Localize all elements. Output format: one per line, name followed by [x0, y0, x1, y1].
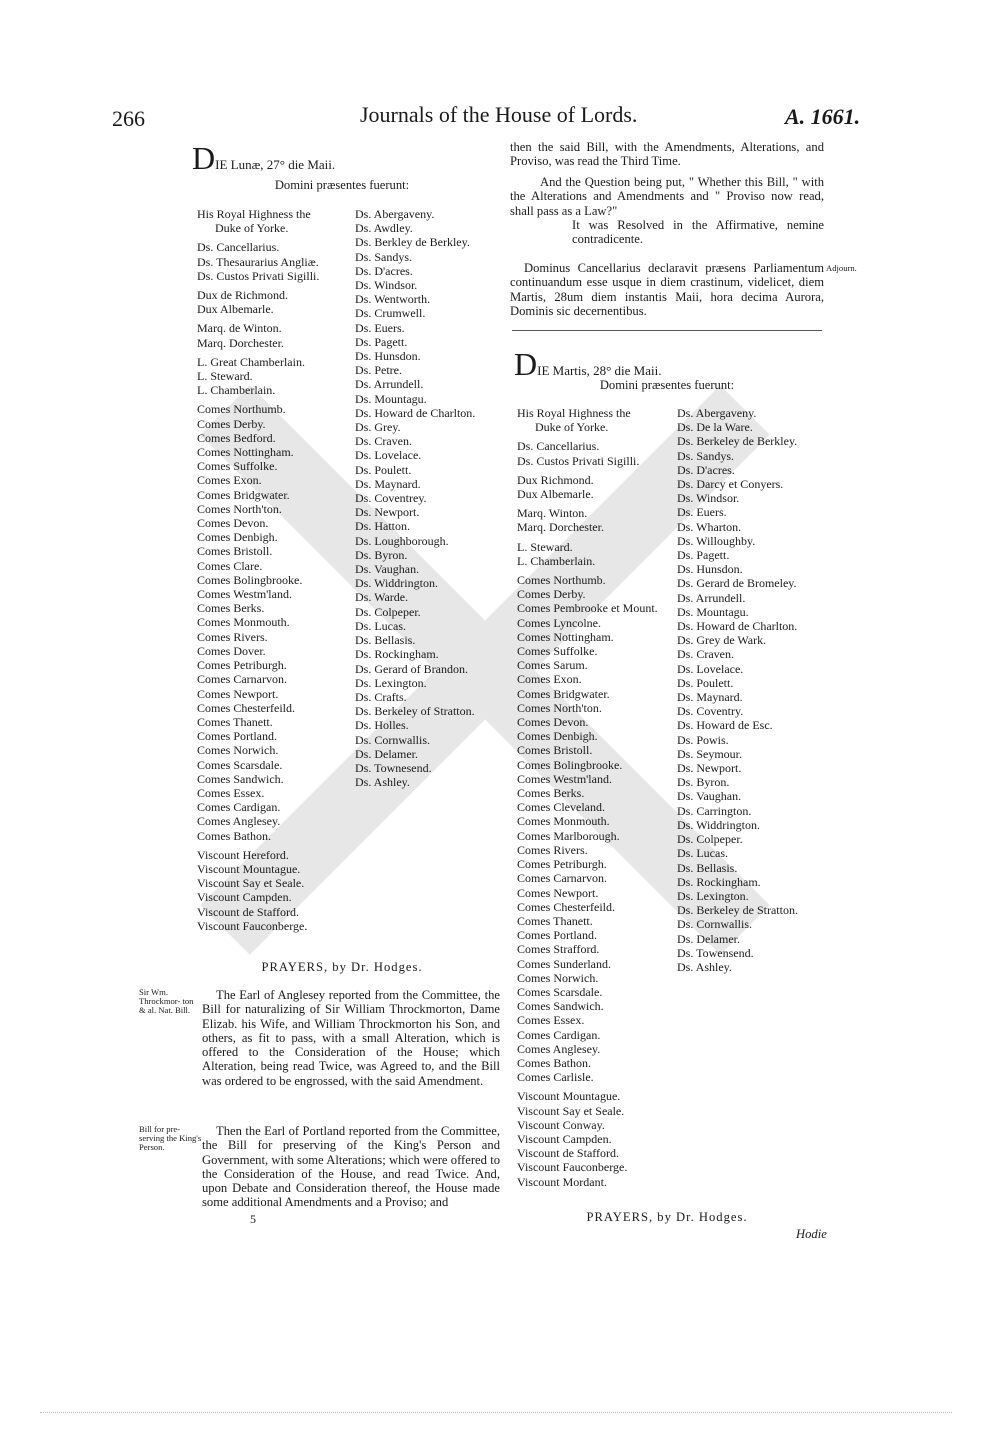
attendee-name: Ds. Rockingham. [677, 874, 761, 889]
attendee-name: Ds. Awdley. [355, 221, 413, 236]
attendee-name: Ds. Berkeley de Berkley. [677, 434, 798, 449]
attendee-name: Ds. Euers. [355, 320, 405, 335]
attendee-name: Ds. Wentworth. [355, 292, 431, 307]
paragraph-resolved: It was Resolved in the Affirmative, nemine contradicente. [572, 218, 824, 247]
attendee-name: Dux Albemarle. [517, 487, 594, 502]
left-day-heading [192, 140, 336, 176]
attendee-name: Comes Exon. [517, 672, 582, 687]
attendee-name: Ds. D'acres. [355, 263, 413, 278]
attendee-name: Comes Berks. [517, 786, 585, 801]
attendee-name: Ds. Abergaveny. [355, 207, 435, 221]
attendee-name: Ds. Ashley. [355, 775, 410, 790]
attendee-name: Comes Essex. [517, 1013, 585, 1028]
attendee-name: Comes Anglesey. [197, 814, 281, 829]
attendee-name: L. Steward. [517, 539, 573, 554]
attendee-name: Ds. Maynard. [677, 690, 743, 705]
paragraph-question: And the Question being put, " Whether this Bill, " with the Alterations and Amendments and " Proviso now read, shall pass as a Law?" [510, 175, 824, 218]
attendee-name: Ds. Gerard of Brandon. [355, 661, 468, 676]
attendee-name: Viscount Fauconberge. [197, 918, 308, 933]
attendee-name: Comes Newport. [517, 885, 599, 900]
attendee-name: Ds. Poulett. [355, 462, 412, 477]
attendee-name: Duke of Yorke. [517, 420, 609, 435]
attendee-name: Comes Monmouth. [517, 814, 610, 829]
attendee-name: Ds. Colpeper. [355, 604, 421, 619]
attendee-name: Ds. Pagett. [677, 548, 730, 563]
attendee-name: Comes Dover. [197, 643, 266, 658]
day-date: IE Martis, 28° die Maii. [537, 363, 662, 378]
catchword: Hodie [796, 1227, 827, 1241]
attendee-name: Comes Bristoll. [517, 743, 593, 758]
attendee-name: Ds. Byron. [677, 775, 730, 790]
prayers-left: PRAYERS, by Dr. Hodges. [261, 960, 423, 974]
attendee-name: Comes Suffolke. [517, 644, 598, 659]
attendee-name: Comes Cardigan. [197, 800, 281, 815]
attendee-name: Comes Bolingbrooke. [197, 572, 303, 587]
attendee-name: Ds. Ashley. [677, 959, 732, 974]
attendee-name: Ds. Byron. [355, 547, 408, 562]
attendee-name: Comes Derby. [517, 587, 586, 602]
attendee-name: Comes Northumb. [517, 573, 606, 588]
attendee-name: Comes Lyncolne. [517, 615, 601, 630]
attendee-name: Dux Richmond. [517, 472, 594, 487]
attendee-name: Ds. Darcy et Conyers. [677, 477, 784, 492]
attendee-name: Comes North'ton. [517, 700, 602, 715]
attendee-name: Ds. Widdrington. [677, 817, 760, 832]
attendee-name: Comes Denbigh. [197, 530, 278, 545]
attendee-name: Comes Bridgwater. [517, 686, 610, 701]
attendee-name: Comes Bedford. [197, 430, 276, 445]
attendee-name: Ds. Arrundell. [677, 590, 746, 605]
attendee-name: Ds. De la Ware. [677, 420, 753, 435]
attendee-name: Ds. Berkley de Berkley. [355, 235, 470, 250]
attendee-name: Ds. Hatton. [355, 519, 410, 534]
attendee-name: Ds. Windsor. [355, 278, 418, 293]
attendee-name: Comes Bridgwater. [197, 487, 290, 502]
attendee-name: Marq. Dorchester. [197, 335, 284, 350]
attendee-name: Comes Derby. [197, 416, 266, 431]
present-heading: Domini præsentes fuerunt: [274, 178, 410, 192]
attendee-name: Comes Newport. [197, 686, 279, 701]
divider-rule [512, 330, 822, 331]
attendee-name: Ds. Lexington. [355, 675, 427, 690]
attendee-name: Comes Carlisle. [517, 1070, 594, 1085]
attendee-name: Comes Norwich. [197, 743, 279, 758]
attendee-name: Comes Devon. [197, 516, 269, 531]
dropcap: D [514, 346, 538, 382]
attendee-name: Ds. Rockingham. [355, 647, 439, 662]
attendee-name: Ds. Wharton. [677, 519, 742, 534]
attendee-name: Ds. Colpeper. [677, 832, 743, 847]
attendee-name: Comes Sandwich. [197, 771, 284, 786]
right-attendance-list-b [677, 406, 837, 974]
attendee-name: Ds. Arrundell. [355, 377, 424, 392]
attendee-name: Ds. Grey. [355, 420, 401, 435]
attendee-name: Ds. Sandys. [677, 448, 735, 463]
attendee-name: Ds. Howard de Charlton. [355, 405, 476, 420]
margin-note-nat-bill: Sir Wm. Throckmor- ton & al. Nat. Bill. [139, 987, 194, 1015]
attendee-name: Ds. Poulett. [677, 675, 734, 690]
attendee-name: Dux de Richmond. [197, 288, 288, 303]
attendee-name: Comes Essex. [197, 785, 265, 800]
signature-mark: 5 [250, 1212, 256, 1226]
attendee-name: Ds. D'acres. [677, 462, 735, 477]
attendee-name: Comes Monmouth. [197, 615, 290, 630]
attendee-name: Ds. Cancellarius. [197, 240, 280, 255]
attendee-name: Ds. Newport. [355, 505, 420, 520]
attendee-name: Ds. Berkeley of Stratton. [355, 704, 475, 719]
prayers-right: PRAYERS, by Dr. Hodges. [586, 1210, 748, 1224]
attendee-name: Comes Petriburgh. [197, 658, 287, 673]
attendee-name: Ds. Custos Privati Sigilli. [517, 453, 640, 468]
right-attendance-list-a [517, 406, 677, 1189]
attendee-name: Comes Marlborough. [517, 828, 620, 843]
attendee-name: Comes Cleveland. [517, 800, 605, 815]
attendee-name: Comes Exon. [197, 473, 262, 488]
dropcap: D [192, 140, 216, 176]
attendee-name: Comes Berks. [197, 601, 265, 616]
attendee-name: Ds. Hunsdon. [677, 562, 743, 577]
attendee-name: Comes Devon. [517, 715, 589, 730]
attendee-name: Comes Thanett. [197, 714, 273, 729]
page-title: Journals of the House of Lords. [360, 102, 638, 127]
attendee-name: Ds. Lucas. [355, 618, 406, 633]
attendee-name: Viscount Mordant. [517, 1174, 607, 1189]
attendee-name: Ds. Holles. [355, 718, 409, 733]
attendee-name: Ds. Bellasis. [677, 860, 738, 875]
attendee-name: Ds. Towensend. [677, 945, 754, 960]
attendee-name: Ds. Custos Privati Sigilli. [197, 268, 320, 283]
attendee-name: Comes Thanett. [517, 913, 593, 928]
attendee-name: Comes Sandwich. [517, 999, 604, 1014]
attendee-name: Viscount Campden. [517, 1131, 612, 1146]
attendee-name: Duke of Yorke. [197, 221, 289, 236]
attendee-name: Comes Suffolke. [197, 459, 278, 474]
attendee-name: Ds. Warde. [355, 590, 409, 605]
attendee-name: Comes Northumb. [197, 402, 286, 417]
attendee-name: Comes Portland. [517, 928, 597, 943]
attendee-name: Ds. Thesaurarius Angliæ. [197, 254, 319, 269]
attendee-name: Ds. Mountagu. [355, 391, 427, 406]
attendee-name: Comes Sunderland. [517, 956, 611, 971]
left-attendance-list-b [355, 207, 500, 789]
attendee-name: Comes Chesterfeild. [197, 700, 295, 715]
attendee-name: Ds. Cornwallis. [677, 917, 752, 932]
attendee-name: Comes Portland. [197, 729, 277, 744]
attendee-name: Ds. Berkeley de Stratton. [677, 903, 798, 918]
attendee-name: Ds. Howard de Esc. [677, 718, 773, 733]
attendee-name: Ds. Craven. [677, 647, 734, 662]
attendee-name: Viscount Fauconberge. [517, 1160, 628, 1175]
attendee-name: Ds. Vaughan. [355, 562, 420, 577]
attendee-name: Comes North'ton. [197, 501, 282, 516]
attendee-name: Ds. Hunsdon. [355, 349, 421, 364]
attendee-name: Marq. de Winton. [197, 321, 282, 336]
attendee-name: Viscount Campden. [197, 890, 292, 905]
attendee-name: Ds. Coventry. [677, 704, 744, 719]
attendee-name: Comes Sarum. [517, 658, 588, 673]
attendee-name: Viscount Conway. [517, 1117, 605, 1132]
attendee-name: Comes Rivers. [197, 629, 268, 644]
attendee-name: Comes Carnarvon. [517, 871, 607, 886]
attendee-name: L. Great Chamberlain. [197, 354, 305, 369]
attendee-name: Comes Westm'land. [517, 771, 612, 786]
attendee-name: Ds. Craven. [355, 434, 412, 449]
attendee-name: Comes Norwich. [517, 970, 599, 985]
attendee-name: Comes Strafford. [517, 942, 600, 957]
attendee-name: Comes Denbigh. [517, 729, 598, 744]
paragraph-portland-report: Then the Earl of Portland reported from the Committee, the Bill for preserving of the King's Person and Government, with some Alterations; which were offered to the Consideration of the House, and read Twice. And, upon Debate and Consideration thereof, the House made some additional Amendments and a Proviso; and [202, 1124, 500, 1210]
attendee-name: Ds. Delamer. [677, 931, 740, 946]
attendee-name: Comes Bathon. [517, 1055, 591, 1070]
attendee-name: Ds. Grey de Wark. [677, 633, 767, 648]
attendee-name: Viscount Hereford. [197, 847, 289, 862]
attendee-name: Ds. Windsor. [677, 491, 740, 506]
attendee-name: Ds. Maynard. [355, 476, 421, 491]
attendee-name: Comes Carnarvon. [197, 672, 287, 687]
attendee-name: Ds. Willoughby. [677, 533, 756, 548]
attendee-name: L. Chamberlain. [517, 553, 596, 568]
attendee-name: Comes Bristoll. [197, 544, 273, 559]
attendee-name: Ds. Widdrington. [355, 576, 438, 591]
attendee-name: Ds. Seymour. [677, 746, 743, 761]
attendee-name: Viscount de Stafford. [197, 904, 300, 919]
attendee-name: Viscount Mountague. [517, 1089, 621, 1104]
attendee-name: Ds. Cornwallis. [355, 732, 430, 747]
attendee-name: Viscount Mountague. [197, 861, 301, 876]
attendee-name: Ds. Loughborough. [355, 533, 449, 548]
attendee-name: Ds. Euers. [677, 505, 727, 520]
right-day-heading [514, 346, 662, 382]
present-heading: Domini præsentes fuerunt: [599, 378, 735, 392]
attendee-name: Comes Nottingham. [197, 445, 294, 460]
margin-note-kings-person: Bill for pre- serving the King's Person. [139, 1124, 202, 1152]
attendee-name: Comes Pembrooke et Mount. [517, 601, 658, 616]
page-number: 266 [112, 106, 145, 131]
attendee-name: Ds. Lucas. [677, 846, 728, 861]
attendee-name: Comes Bathon. [197, 828, 271, 843]
attendee-name: Ds. Townesend. [355, 760, 432, 775]
attendee-name: Ds. Coventrey. [355, 491, 427, 506]
attendee-name: Ds. Sandys. [355, 249, 413, 264]
bottom-border [40, 1412, 952, 1415]
page-year: A. 1661. [785, 104, 861, 129]
attendee-name: Ds. Gerard de Bromeley. [677, 576, 797, 591]
attendee-name: Ds. Mountagu. [677, 604, 749, 619]
attendee-name: Comes Petriburgh. [517, 857, 607, 872]
attendee-name: Ds. Delamer. [355, 746, 418, 761]
attendee-name: Viscount Say et Seale. [197, 876, 305, 891]
attendee-name: Ds. Carrington. [677, 803, 752, 818]
attendee-name: Viscount Say et Seale. [517, 1103, 625, 1118]
attendee-name: Ds. Crumwell. [355, 306, 426, 321]
attendee-name: Ds. Crafts. [355, 689, 407, 704]
attendee-name: Ds. Petre. [355, 363, 402, 378]
attendee-name: Comes Bolingbrooke. [517, 757, 623, 772]
attendee-name: Comes Rivers. [517, 842, 588, 857]
attendee-name: Ds. Powis. [677, 732, 729, 747]
day-date: IE Lunæ, 27° die Maii. [215, 157, 336, 172]
attendee-name: Ds. Pagett. [355, 334, 408, 349]
left-attendance-list-a [197, 207, 355, 933]
attendee-name: Ds. Vaughan. [677, 789, 742, 804]
attendee-name: Ds. Lovelace. [355, 448, 422, 463]
attendee-name: Ds. Abergaveny. [677, 406, 757, 420]
attendee-name: Comes Nottingham. [517, 629, 614, 644]
attendee-name: Marq. Dorchester. [517, 520, 604, 535]
attendee-name: His Royal Highness the [517, 406, 631, 420]
attendee-name: Comes Westm'land. [197, 587, 292, 602]
attendee-name: Comes Chesterfeild. [517, 899, 615, 914]
attendee-name: Marq. Winton. [517, 506, 588, 521]
attendee-name: L. Chamberlain. [197, 383, 276, 398]
attendee-name: Ds. Newport. [677, 761, 742, 776]
attendee-name: His Royal Highness the [197, 207, 311, 221]
attendee-name: Dux Albemarle. [197, 302, 274, 317]
attendee-name: Comes Scarsdale. [517, 984, 603, 999]
attendee-name: Ds. Howard de Charlton. [677, 619, 798, 634]
attendee-name: L. Steward. [197, 369, 253, 384]
attendee-name: Ds. Lexington. [677, 888, 749, 903]
attendee-name: Comes Cardigan. [517, 1027, 601, 1042]
paragraph-adjournment: Dominus Cancellarius declaravit præsens Parliamentum continuandum esse usque in diem crastinum, videlicet, diem Martis, 28um diem instantis Maii, hora decima Aurora, Dominis sic decernentibus. [510, 261, 824, 318]
attendee-name: Ds. Lovelace. [677, 661, 744, 676]
attendee-name: Ds. Cancellarius. [517, 439, 600, 454]
attendee-name: Comes Scarsdale. [197, 757, 283, 772]
margin-note-adjourn: Adjourn. [826, 263, 857, 273]
attendee-name: Ds. Bellasis. [355, 633, 416, 648]
paragraph-anglesey-report: The Earl of Anglesey reported from the Committee, the Bill for naturalizing of Sir William Throckmorton, Dame Elizab. his Wife, and William Throckmorton his Son, and others, as fit to pass, with a small Alteration, which is offered to the Consideration of the House; which Alteration, being read Twice, was Agreed to, and the Bill was ordered to be engrossed, with the said Amendment. [202, 988, 500, 1088]
attendee-name: Comes Clare. [197, 558, 263, 573]
attendee-name: Viscount de Stafford. [517, 1146, 620, 1161]
paragraph-third-reading: then the said Bill, with the Amendments, Alterations, and Proviso, was read the Third Time. [510, 140, 824, 169]
attendee-name: Comes Anglesey. [517, 1041, 601, 1056]
